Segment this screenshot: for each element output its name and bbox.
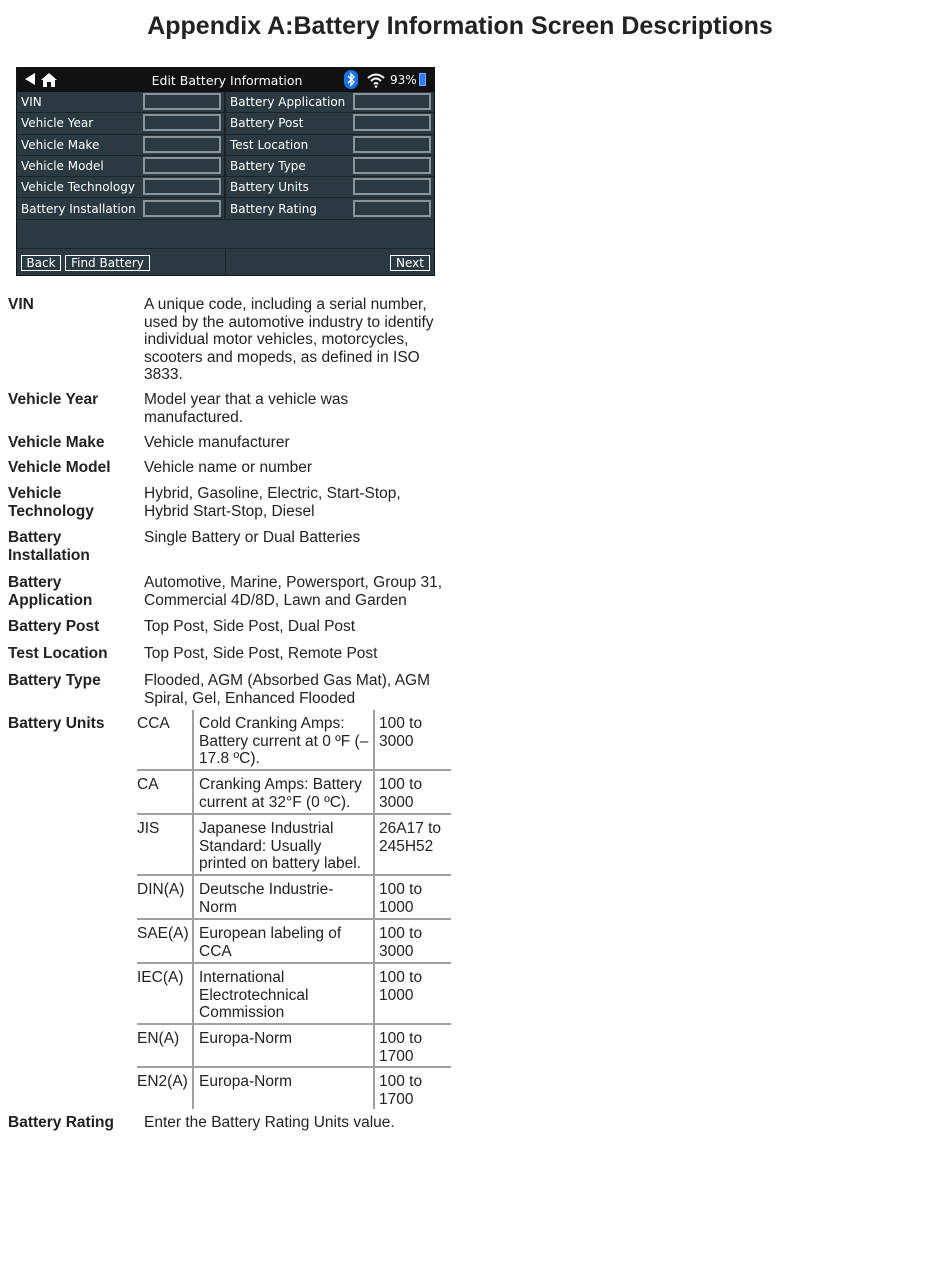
field-label-battery-rating: Battery Rating: [230, 201, 317, 216]
unit-range: 100 to 1000: [379, 969, 423, 1004]
unit-range: 100 to 3000: [379, 925, 423, 960]
desc-battery-rating: Enter the Battery Rating Units value.: [144, 1114, 395, 1131]
unit-code: DIN(A): [137, 881, 185, 898]
field-label-battery-type: Battery Type: [230, 158, 306, 173]
field-label-vin: VIN: [21, 95, 42, 109]
field-label-vehicle-make: Vehicle Make: [21, 137, 100, 152]
table-row: [137, 1025, 451, 1068]
back-arrow-icon[interactable]: [25, 73, 35, 85]
table-row: [137, 710, 451, 771]
device-screen: [16, 67, 435, 276]
term-battery-installation: Battery Installation: [8, 529, 90, 564]
field-label-battery-post: Battery Post: [230, 116, 304, 131]
term-battery-type: Battery Type: [8, 672, 101, 689]
desc-battery-application: Automotive, Marine, Powersport, Group 31, Commercial 4D/8D, Lawn and Garden: [144, 574, 443, 609]
unit-desc: Japanese Industrial Standard: Usually printed on battery label.: [199, 820, 361, 872]
term-test-location: Test Location: [8, 645, 108, 662]
battery-icon: [419, 73, 426, 86]
battery-installation-field[interactable]: [143, 200, 221, 217]
column-divider: [224, 92, 226, 220]
battery-percent: 93%: [390, 73, 417, 87]
field-label-battery-application: Battery Application: [230, 95, 346, 109]
unit-code: EN2(A): [137, 1073, 188, 1090]
device-footer: [17, 248, 434, 276]
term-battery-rating: Battery Rating: [8, 1114, 114, 1131]
term-vehicle-technology: Vehicle Technology: [8, 485, 94, 520]
unit-desc: Cranking Amps: Battery current at 32°F (0 ºC).: [199, 776, 362, 811]
term-vehicle-year: Vehicle Year: [8, 391, 99, 408]
next-button[interactable]: Next: [390, 255, 430, 271]
unit-code: JIS: [137, 820, 160, 837]
device-header: [17, 68, 434, 92]
unit-desc: European labeling of CCA: [199, 925, 342, 960]
find-battery-button[interactable]: Find Battery: [65, 255, 150, 271]
term-battery-post: Battery Post: [8, 618, 100, 635]
table-row: [137, 920, 451, 964]
term-battery-application: Battery Application: [8, 574, 93, 609]
table-row: [137, 771, 451, 815]
field-label-vehicle-model: Vehicle Model: [21, 158, 104, 173]
unit-code: CA: [137, 776, 159, 793]
field-label-vehicle-technology: Vehicle Technology: [21, 180, 135, 195]
unit-desc: Cold Cranking Amps: Battery current at 0 ºF (–17.8 ºC).: [199, 715, 369, 767]
desc-vehicle-model: Vehicle name or number: [144, 459, 313, 476]
field-label-battery-installation: Battery Installation: [21, 201, 136, 216]
desc-battery-installation: Single Battery or Dual Batteries: [144, 529, 361, 546]
unit-code: SAE(A): [137, 925, 189, 942]
table-row: [137, 1068, 451, 1110]
vehicle-year-field[interactable]: [143, 114, 221, 131]
term-vehicle-make: Vehicle Make: [8, 434, 105, 451]
desc-vehicle-technology: Hybrid, Gasoline, Electric, Start-Stop, Hybrid Start-Stop, Diesel: [144, 485, 401, 520]
desc-vehicle-year: Model year that a vehicle was manufactured.: [144, 391, 349, 426]
unit-desc: Deutsche Industrie-Norm: [199, 881, 334, 916]
unit-range: 100 to 1700: [379, 1073, 423, 1108]
term-battery-units: Battery Units: [8, 715, 105, 732]
desc-test-location: Top Post, Side Post, Remote Post: [144, 645, 378, 662]
unit-code: CCA: [137, 715, 170, 732]
battery-rating-field[interactable]: [353, 200, 431, 217]
battery-post-field[interactable]: [353, 114, 431, 131]
vehicle-technology-field[interactable]: [143, 178, 221, 195]
vin-field[interactable]: [143, 93, 221, 110]
battery-type-field[interactable]: [353, 157, 431, 174]
field-label-test-location: Test Location: [230, 137, 309, 152]
page-title: Appendix A:Battery Information Screen Descriptions: [147, 12, 773, 40]
field-label-vehicle-year: Vehicle Year: [21, 116, 94, 131]
home-icon[interactable]: [40, 72, 58, 88]
table-row: [137, 815, 451, 876]
unit-desc: Europa-Norm: [199, 1073, 293, 1090]
desc-battery-post: Top Post, Side Post, Dual Post: [144, 618, 356, 635]
battery-units-field[interactable]: [353, 178, 431, 195]
device-title: Edit Battery Information: [151, 73, 303, 88]
vehicle-make-field[interactable]: [143, 136, 221, 153]
unit-range: 100 to 3000: [379, 715, 423, 750]
unit-range: 26A17 to 245H52: [379, 820, 442, 855]
desc-vin: A unique code, including a serial number, used by the automotive industry to identify individual motor vehicles, motorcycles, scooters and mopeds, as defined in ISO 3833.: [144, 296, 434, 383]
term-vehicle-model: Vehicle Model: [8, 459, 111, 476]
field-label-battery-units: Battery Units: [230, 180, 309, 195]
desc-battery-type: Flooded, AGM (Absorbed Gas Mat), AGM Spiral, Gel, Enhanced Flooded: [144, 672, 431, 707]
unit-code: EN(A): [137, 1030, 180, 1047]
term-vin: VIN: [8, 296, 34, 313]
unit-desc: Europa-Norm: [199, 1030, 293, 1047]
battery-units-table: [137, 710, 451, 1110]
desc-vehicle-make: Vehicle manufacturer: [144, 434, 290, 451]
vehicle-model-field[interactable]: [143, 157, 221, 174]
test-location-field[interactable]: [353, 136, 431, 153]
unit-range: 100 to 1700: [379, 1030, 423, 1065]
unit-code: IEC(A): [137, 969, 184, 986]
footer-divider: [225, 249, 226, 276]
unit-range: 100 to 1000: [379, 881, 423, 916]
battery-application-field[interactable]: [353, 93, 431, 110]
wifi-icon: [366, 72, 386, 88]
table-row: [137, 964, 451, 1025]
back-button[interactable]: Back: [21, 255, 61, 271]
table-row: [137, 876, 451, 920]
unit-desc: International Electrotechnical Commission: [199, 969, 309, 1021]
unit-range: 100 to 3000: [379, 776, 423, 811]
bluetooth-icon: [344, 70, 358, 89]
